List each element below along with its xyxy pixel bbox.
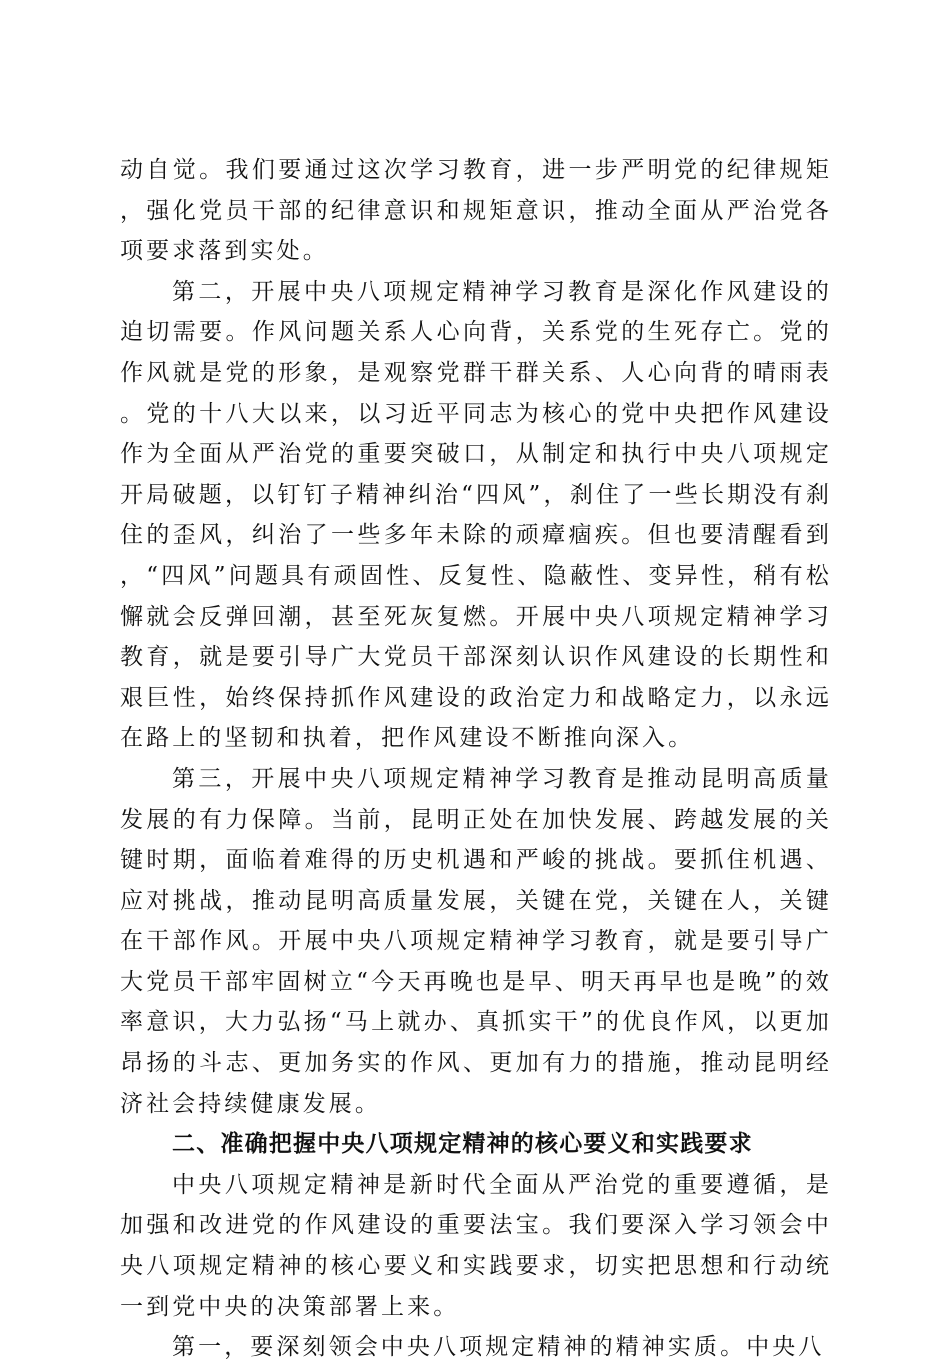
paragraph-first-requirement: 第一，要深刻领会中央八项规定精神的精神实质。中央八 <box>172 1334 825 1361</box>
paragraph-third-point: 第三，开展中央八项规定精神学习教育是推动昆明高质量发展的有力保障。当前，昆明正处在加快发展、跨越发展的关键时期，面临着难得的历史机遇和严峻的挑战。要抓住机遇、应对挑战，推动昆明高质量发展，关键在党，关键在人，关键在干部作风。开展中央八项规定精神学习教育，就是要引导广大党员干部牢固树立“今天再晚也是早、明天再早也是晚”的效率意识，大力弘扬“马上就办、真抓实干”的优良作风，以更加昂扬的斗志、更加务实的作风、更加有力的措施，推动昆明经济社会持续健康发展。 <box>120 765 832 1117</box>
section-heading: 二、准确把握中央八项规定精神的核心要义和实践要求 <box>172 1131 753 1158</box>
document-body <box>120 150 832 1368</box>
paragraph-second-point: 第二，开展中央八项规定精神学习教育是深化作风建设的迫切需要。作风问题关系人心向背，关系党的生死存亡。党的作风就是党的形象，是观察党群干群关系、人心向背的晴雨表。党的十八大以来，以习近平同志为核心的党中央把作风建设作为全面从严治党的重要突破口，从制定和执行中央八项规定开局破题，以钉钉子精神纠治“四风”，刹住了一些长期没有刹住的歪风，纠治了一些多年未除的顽瘴痼疾。但也要清醒看到，“四风”问题具有顽固性、反复性、隐蔽性、变异性，稍有松懈就会反弹回潮，甚至死灰复燃。开展中央八项规定精神学习教育，就是要引导广大党员干部深刻认识作风建设的长期性和艰巨性，始终保持抓作风建设的政治定力和战略定力，以永远在路上的坚韧和执着，把作风建设不断推向深入。 <box>120 278 832 752</box>
paragraph-section-intro: 中央八项规定精神是新时代全面从严治党的重要遵循，是加强和改进党的作风建设的重要法宝。我们要深入学习领会中央八项规定精神的核心要义和实践要求，切实把思想和行动统一到党中央的决策部署上来。 <box>120 1171 832 1320</box>
paragraph-continuation: 动自觉。我们要通过这次学习教育，进一步严明党的纪律规矩，强化党员干部的纪律意识和规矩意识，推动全面从严治党各项要求落到实处。 <box>120 157 832 265</box>
